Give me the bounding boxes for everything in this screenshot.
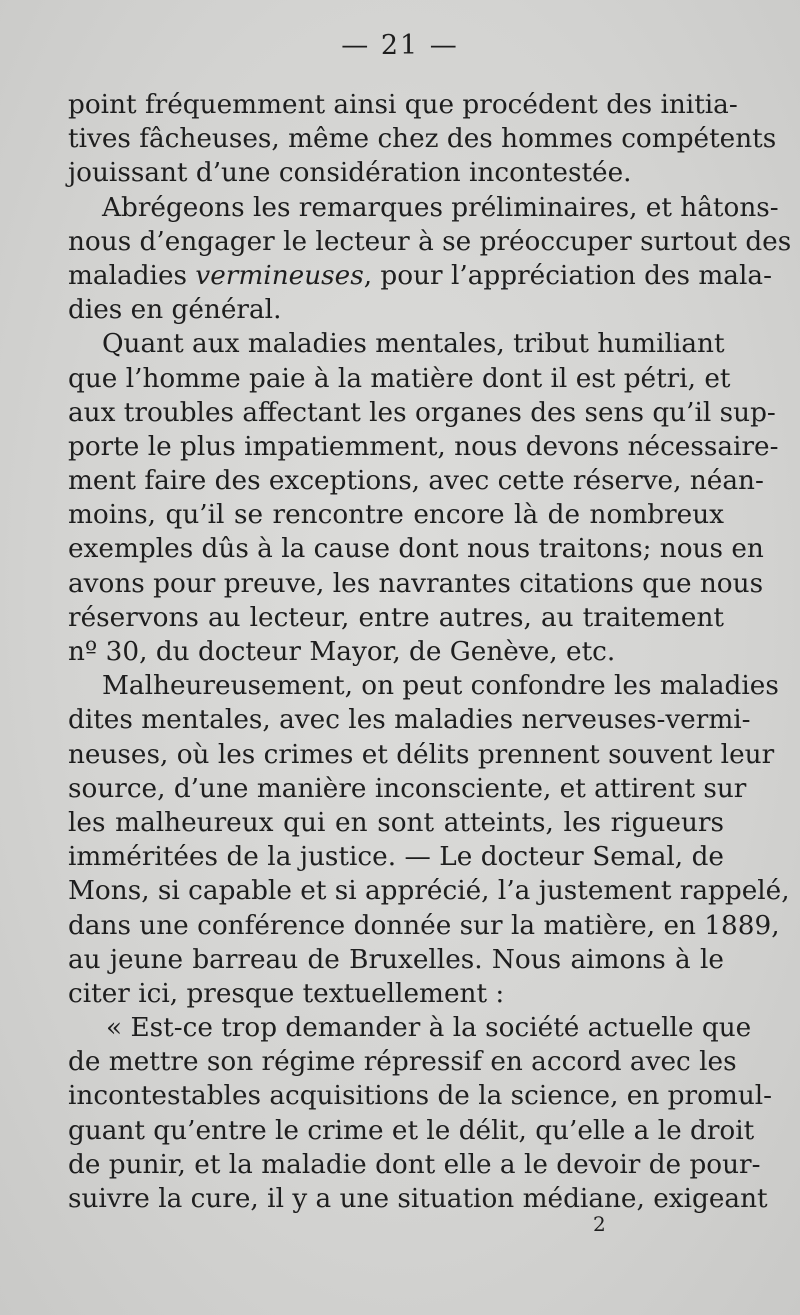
text-segment: maladies xyxy=(68,260,196,291)
text-line: neuses, où les crimes et délits prennent souvent leur xyxy=(68,739,775,770)
page-number: — 21 — xyxy=(341,30,459,61)
text-line: point fréquemment ainsi que procédent des initia- xyxy=(68,90,738,120)
text-line: Abrégeons les remarques préliminaires, et hâtons- xyxy=(102,192,779,223)
text-line: réservons au lecteur, entre autres, au traitement xyxy=(68,602,724,633)
text-line: aux troubles affectant les organes des sens qu’il sup- xyxy=(68,397,776,428)
text-line: que l’homme paie à la matière dont il est pétri, et xyxy=(68,363,731,394)
text-line: dies en général. xyxy=(68,295,282,326)
text-line: exemples dûs à la cause dont nous traitons; nous en xyxy=(68,534,764,565)
text-line: de punir, et la maladie dont elle a le devoir de pour- xyxy=(68,1149,761,1180)
text-line: au jeune barreau de Bruxelles. Nous aimons à le xyxy=(68,944,724,975)
signature-mark: 2 xyxy=(593,1212,606,1236)
text-line: jouissant d’une considération incontestée. xyxy=(68,158,632,189)
text-line: nous d’engager le lecteur à se préoccuper surtout des xyxy=(68,226,792,257)
text-line: imméritées de la justice. — Le docteur Semal, de xyxy=(68,842,724,873)
text-line: dites mentales, avec les maladies nerveuses-vermi- xyxy=(68,705,751,736)
text-line: citer ici, presque textuellement : xyxy=(68,978,505,1009)
text-line: guant qu’entre le crime et le délit, qu’elle a le droit xyxy=(68,1115,755,1146)
body-text xyxy=(68,88,792,1216)
text-line: « Est-ce trop demander à la société actuelle que xyxy=(106,1013,752,1044)
text-line: nº 30, du docteur Mayor, de Genève, etc. xyxy=(68,637,616,667)
text-line: les malheureux qui en sont atteints, les rigueurs xyxy=(68,807,724,838)
text-line: moins, qu’il se rencontre encore là de nombreux xyxy=(68,500,724,531)
text-line: de mettre son régime répressif en accord avec les xyxy=(68,1047,737,1078)
text-line-mixed xyxy=(68,259,772,293)
text-line: source, d’une manière inconsciente, et attirent sur xyxy=(68,773,747,804)
text-line: avons pour preuve, les navrantes citations que nous xyxy=(68,568,764,599)
text-line: Malheureusement, on peut confondre les maladies xyxy=(102,671,779,702)
text-line: ment faire des exceptions, avec cette réserve, néan- xyxy=(68,466,764,497)
text-line: incontestables acquisitions de la science, en promul- xyxy=(68,1081,773,1112)
italic-term: vermineuses xyxy=(195,260,364,291)
text-line: tives fâcheuses, même chez des hommes compétents xyxy=(68,124,777,155)
text-line: dans une conférence donnée sur la matière, en 1889, xyxy=(68,910,780,941)
text-segment: , pour l’appréciation des mala- xyxy=(363,260,772,291)
text-line: Mons, si capable et si apprécié, l’a justement rappelé, xyxy=(68,876,790,907)
text-line: Quant aux maladies mentales, tribut humiliant xyxy=(102,329,725,360)
text-line: suivre la cure, il y a une situation médiane, exigeant xyxy=(68,1184,768,1214)
text-line: porte le plus impatiemment, nous devons nécessaire- xyxy=(68,431,779,462)
